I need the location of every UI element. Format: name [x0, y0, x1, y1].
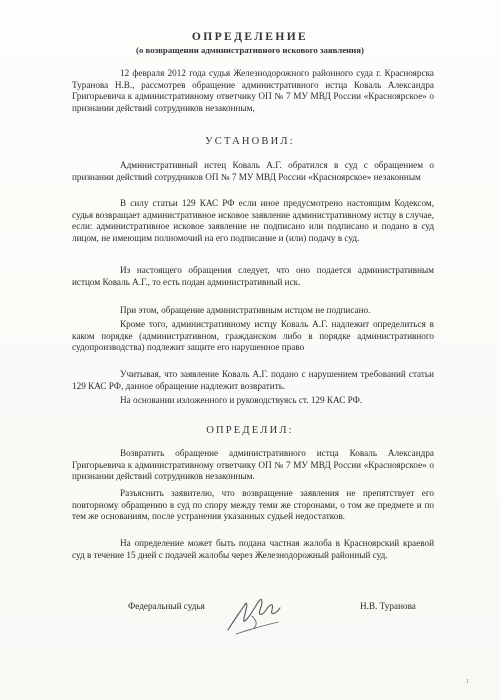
decided-paragraph: На определение может быть подана частная жалоба в Красноярский краевой суд в течение 15 дней с подачей жалобы через Железнодорожный районный суд.: [72, 538, 434, 560]
intro-paragraph: 12 февраля 2012 года судья Железнодорожного районного суда г. Красноярска Туранова Н.В., рассмотрев обращение административного истца Коваль Александра Григорьевича к административному ответчику ОП № 7 МУ МВД России «Красноярское» о признании действий сотрудников незаконным,: [72, 68, 434, 113]
heading-established: УСТАНОВИЛ:: [205, 136, 295, 147]
document-title: ОПРЕДЕЛЕНИЕ: [191, 31, 309, 43]
signature-role: Федеральный судья: [128, 601, 205, 611]
document-subtitle: (о возвращении административного искового заявления): [136, 45, 364, 55]
established-paragraph: Административный истец Коваль А.Г. обратился в суд с обращением о признании действий сотрудников ОП № 7 МУ МВД России «Красноярское» незаконным: [72, 160, 434, 182]
handwritten-signature: [222, 590, 292, 640]
established-paragraph: В силу статьи 129 КАС РФ если иное предусмотрено настоящим Кодексом, судья возвращает административное исковое заявление административному истцу в случае, если: административное исковое заявление не подписано или подписано и подано в суд лицом, не имеющим полномочий на его подписание и (или) подачу в суд.: [72, 198, 434, 243]
established-paragraph: На основании изложенного и руководствуясь ст. 129 КАС РФ.: [120, 395, 363, 405]
established-paragraph: Из настоящего обращения следует, что оно подается административным истцом Коваль А.Г., то есть подан административный иск.: [72, 265, 434, 287]
page-number: 1: [466, 679, 469, 685]
established-paragraph: Учитывая, что заявление Коваль А.Г. подано с нарушением требований статьи 129 КАС РФ, данное обращение надлежит возвратить.: [72, 369, 434, 391]
decided-paragraph: Возвратить обращение административного истца Коваль Александра Григорьевича к административному ответчику ОП № 7 МУ МВД России «Красноярское» о признании действий сотрудников незаконным.: [72, 448, 434, 482]
established-paragraph: При этом, обращение административным истцом не подписано.: [120, 305, 371, 315]
established-paragraph: Кроме того, административному истцу Коваль А.Г. надлежит определиться в каком порядке (административном, гражданском либо в порядке административного судопроизводства) подлежит защите его нарушенное право: [72, 319, 434, 353]
signature-name: Н.В. Туранова: [360, 601, 416, 611]
heading-decided: ОПРЕДЕЛИЛ:: [206, 425, 294, 436]
decided-paragraph: Разъяснить заявителю, что возвращение заявления не препятствует его повторному обращению в суд по спору между теми же сторонами, о том же предмете и по тем же основаниям, после устранения указанных судьей недостатков.: [72, 488, 434, 522]
